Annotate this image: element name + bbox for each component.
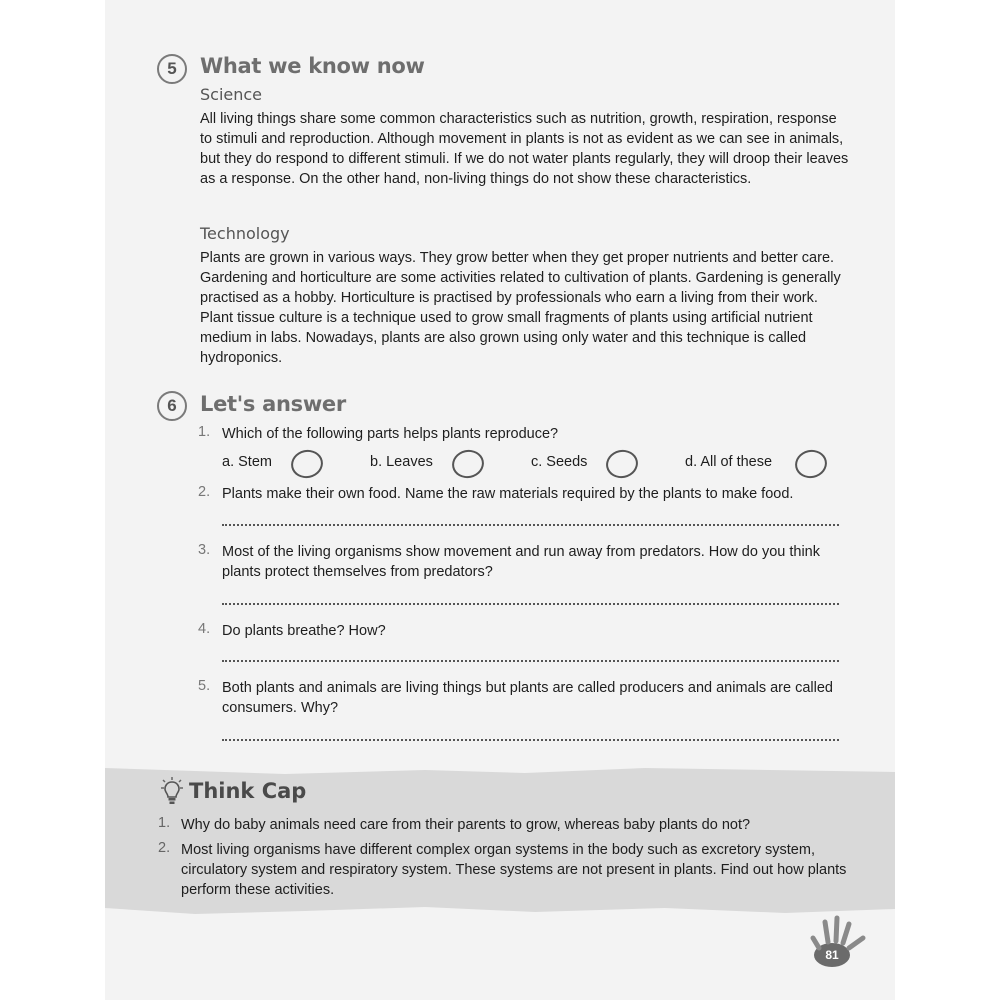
think-cap-item-2-text: Most living organisms have different complex organ systems in the body such as excretory system, circulatory system and respiratory system. These systems are not present in plants. Find out how plants perform these activities. — [181, 842, 847, 898]
technology-paragraph: Plants are grown in various ways. They grow better when they get proper nutrients and better care. Gardening and horticulture are some activities related to cultivation of plants. Gardening is generally practised as a hobby. Horticulture is practised by professionals who earn a living from their work. Plant tissue culture is a technique used to grow small fragments of plants using artificial nutrient medium in labs. Nowadays, plants are also grown using only water and this technique is called hydroponics. — [200, 250, 841, 366]
think-cap-item-2-number: 2. — [158, 840, 171, 856]
answer-line-2[interactable] — [222, 524, 839, 526]
section-6-number: 6 — [157, 391, 187, 421]
question-3-number: 3. — [198, 542, 211, 558]
science-heading: Science — [200, 85, 263, 104]
question-3-text: Most of the living organisms show movement and run away from predators. How do you think plants protect themselves from predators? — [222, 544, 820, 580]
option-b-answer-circle[interactable] — [449, 447, 486, 481]
section-6-title: Let's answer — [200, 392, 346, 416]
textbook-page — [105, 0, 895, 1000]
question-4-text: Do plants breathe? How? — [222, 623, 386, 639]
option-d-answer-circle[interactable] — [792, 447, 829, 481]
question-1-number: 1. — [198, 424, 211, 440]
option-a-label: a. Stem — [222, 454, 272, 470]
think-cap-title: Think Cap — [189, 779, 307, 803]
answer-line-5[interactable] — [222, 739, 839, 741]
page-number-badge — [805, 910, 875, 970]
question-5-number: 5. — [198, 678, 211, 694]
option-d-label: d. All of these — [685, 454, 773, 470]
question-2-number: 2. — [198, 484, 211, 500]
question-2-text: Plants make their own food. Name the raw materials required by the plants to make food. — [222, 486, 794, 502]
technology-heading: Technology — [200, 224, 290, 243]
option-b-label: b. Leaves — [370, 454, 433, 470]
option-a-answer-circle[interactable] — [288, 447, 325, 481]
question-4-number: 4. — [198, 621, 211, 637]
think-cap-item-1-text: Why do baby animals need care from their parents to grow, whereas baby plants do not? — [181, 817, 751, 833]
page-number: 81 — [825, 948, 839, 962]
question-1-text: Which of the following parts helps plants reproduce? — [222, 426, 559, 442]
answer-line-4[interactable] — [222, 660, 839, 662]
science-paragraph: All living things share some common characteristics such as nutrition, growth, respiration, response to stimuli and reproduction. Although movement in plants is not as evident as we can see in animals, but they do respond to different stimuli. If we do not water plants regularly, they will droop their leaves as a response. On the other hand, non-living things do not show these characteristics. — [200, 111, 849, 187]
option-c-label: c. Seeds — [531, 454, 588, 470]
question-5-text: Both plants and animals are living things but plants are called producers and animals are called consumers. Why? — [222, 680, 833, 716]
lightbulb-icon — [161, 777, 183, 805]
option-c-answer-circle[interactable] — [603, 447, 640, 481]
answer-line-3[interactable] — [222, 603, 839, 605]
section-5-title: What we know now — [200, 54, 425, 78]
think-cap-item-1-number: 1. — [158, 815, 171, 831]
section-5-number: 5 — [157, 54, 187, 84]
